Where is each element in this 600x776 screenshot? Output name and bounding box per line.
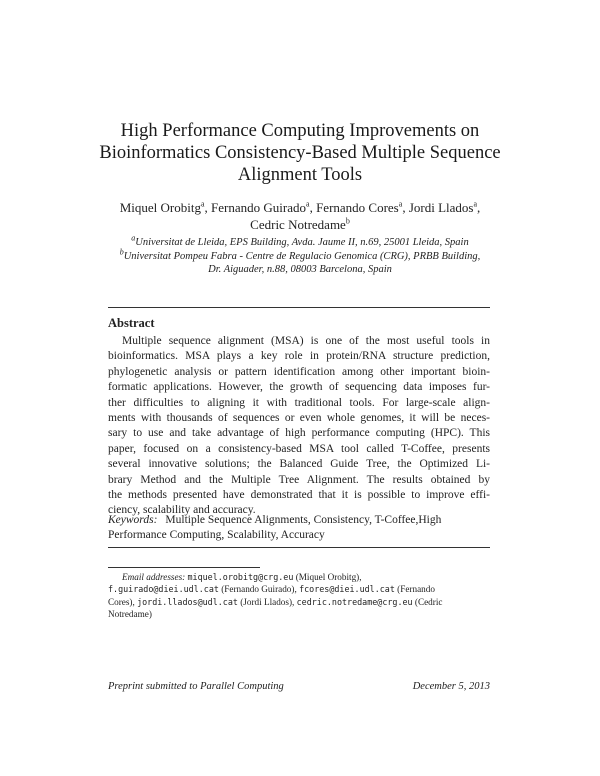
email-owner: (Miquel Orobitg), <box>295 572 362 582</box>
abstract-line: the methods presented have demonstrated that it is possible to improve effi- <box>108 489 490 502</box>
email-address[interactable]: fcores@diei.udl.cat <box>299 584 395 595</box>
affiliation-mark: a <box>131 233 136 243</box>
author-name: Fernando Cores <box>316 200 399 215</box>
author <box>316 200 409 215</box>
abstract-line: ther difficulties to aligning it with traditional tools. For large-scale align- <box>108 396 490 409</box>
affiliation-mark: b <box>119 247 124 256</box>
abstract-line: ciency, scalability and accuracy. <box>108 504 256 517</box>
author-separator: , <box>477 200 481 215</box>
abstract-line: phylogenetic analysis or pattern identification among other important bioin- <box>108 365 490 378</box>
affiliation-a: $^a$Universitat de Lleida, EPS Building, Avda. Jaume II, n.69, 25001 Lleida, Spain <box>131 233 469 248</box>
email-address[interactable]: miquel.orobitg@crg.eu <box>187 572 294 582</box>
email-owner: Cores), <box>108 596 135 607</box>
abstract-top-rule <box>108 307 490 308</box>
footnote-line <box>108 583 490 595</box>
abstract-line: paper, focused on a consistency-based MSA tool called T-Coffee, presents <box>108 442 490 455</box>
author-separator: , <box>204 200 212 215</box>
footnote-rule <box>108 567 260 568</box>
title-line: High Performance Computing Improvements on <box>120 121 480 141</box>
email-address[interactable]: cedric.notredame@crg.eu <box>296 596 413 607</box>
author <box>211 200 316 215</box>
abstract-bottom-rule <box>108 547 490 548</box>
title-line: Bioinformatics Consistency-Based Multiple Sequence <box>99 143 501 163</box>
affiliation-mark: a <box>200 199 205 209</box>
email-address[interactable]: f.guirado@diei.udl.cat <box>108 584 219 595</box>
author-name: Jordi Llados <box>408 200 474 215</box>
abstract-line: bioinformatics. MSA plays a key role in protein/RNA structure prediction, <box>108 350 490 363</box>
abstract-heading: Abstract <box>108 316 155 330</box>
preprint-date: December 5, 2013 <box>412 681 490 692</box>
author-name: Cedric Notredame <box>250 217 346 232</box>
email-label: Email addresses: <box>122 572 186 582</box>
footnote-line <box>108 571 490 583</box>
author <box>250 217 350 232</box>
affiliation-mark: b <box>345 216 350 226</box>
affiliation-mark: a <box>473 199 478 209</box>
footnote-line <box>108 608 490 620</box>
abstract-line: Multiple sequence alignment (MSA) is one of the most useful tools in <box>122 335 490 347</box>
title-line: Alignment Tools <box>237 165 363 185</box>
author-name: Fernando Guirado <box>211 200 306 215</box>
affiliations <box>95 233 505 277</box>
preprint-note: Preprint submitted to Parallel Computing <box>108 681 284 692</box>
abstract-line: formatic applications. However, the growth of sequencing data imposes fur- <box>108 381 490 394</box>
author-separator: , <box>309 200 317 215</box>
affiliation-b: $^b$Universitat Pompeu Fabra - Centre de Regulacio Genomica (CRG), PRBB Building, <box>119 247 481 262</box>
email-owner: Notredame) <box>108 609 152 620</box>
abstract-line: brary Method and the Multiple Tree Alignment. The results obtained by <box>108 473 490 486</box>
author-list <box>100 199 500 233</box>
affiliation-b-continued: Dr. Aiguader, n.88, 08003 Barcelona, Spain <box>208 264 392 275</box>
paper-title <box>90 120 510 186</box>
keywords-line <box>108 513 490 528</box>
footnote-emails <box>108 571 490 621</box>
footnote-line <box>108 596 490 608</box>
keywords-label: Keywords: <box>108 514 158 526</box>
abstract-line: several innovative solutions; the Balanced Guide Tree, the Optimized Li- <box>108 458 490 471</box>
abstract-line: ments with thousands of sequences or even whole genomes, it will be neces- <box>108 412 490 425</box>
email-owner: (Fernando <box>397 584 435 595</box>
affiliation-mark: a <box>306 199 310 209</box>
author <box>120 200 211 215</box>
keywords-line: Performance Computing, Scalability, Accuracy <box>108 529 325 542</box>
keywords <box>108 513 490 544</box>
email-owner: (Jordi Llados), <box>240 596 295 607</box>
email-owner: (Fernando Guirado), <box>221 584 297 595</box>
email-address[interactable]: jordi.llados@udl.cat <box>137 596 238 607</box>
abstract-line: sary to use and take advantage of high performance computing (HPC). This <box>108 427 490 440</box>
author-separator: , <box>402 200 409 215</box>
keywords-text: Multiple Sequence Alignments, Consistency, T-Coffee,High <box>165 514 442 526</box>
affiliation-mark: a <box>398 199 403 209</box>
abstract-body <box>108 334 490 519</box>
author-name: Miquel Orobitg <box>119 200 201 215</box>
email-owner: (Cedric <box>414 596 443 607</box>
author <box>409 200 480 215</box>
